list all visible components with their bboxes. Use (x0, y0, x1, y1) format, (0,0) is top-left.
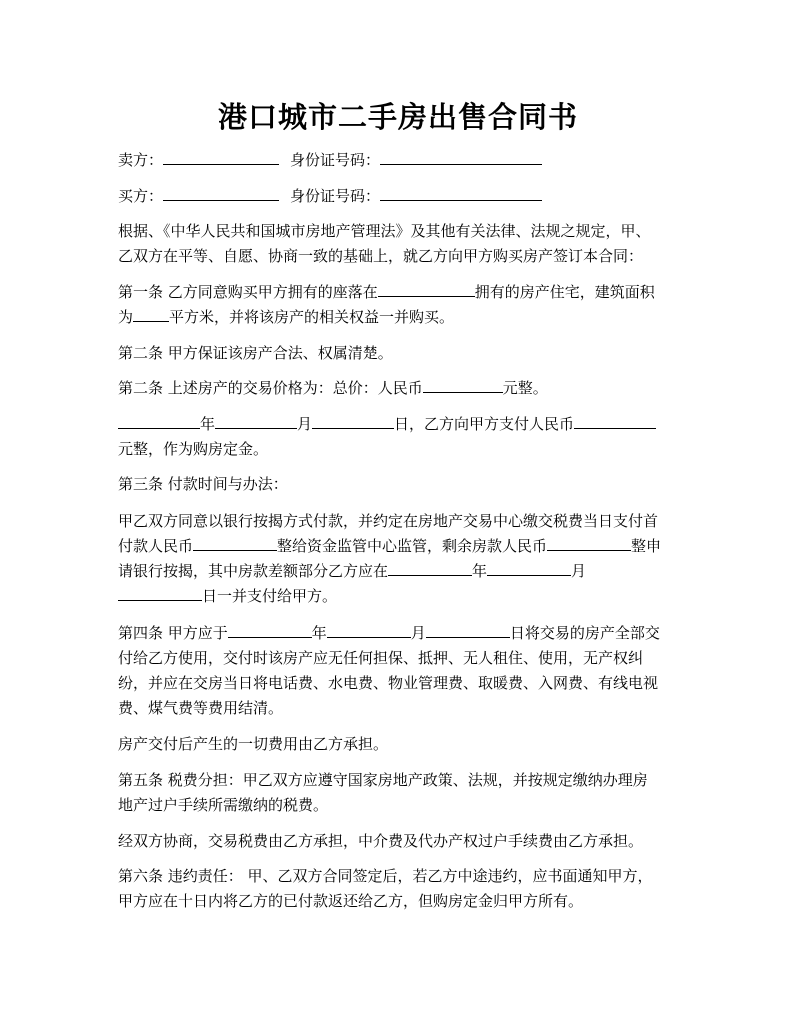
deposit-text: 日，乙方向甲方支付人民币 (394, 415, 575, 433)
buyer-id-blank[interactable] (380, 185, 542, 201)
deposit-year-blank[interactable] (118, 413, 200, 429)
delivery-text-a: 第四条 甲方应于 (118, 624, 228, 642)
article-5-line-2: 地产过户手续所需缴纳的税费。 (118, 796, 329, 814)
deposit-line-1 (118, 412, 656, 437)
payment-text-b: 整给资金监管中心监管，剩余房款人民币 (277, 537, 548, 555)
month-label: 月 (297, 415, 313, 433)
payment-line-4 (118, 584, 337, 609)
article-4-line-2: 付给乙方使用，交付时该房产应无任何担保、抵押、无人租住、使用，无产权纠 (118, 649, 644, 667)
deposit-day-blank[interactable] (312, 413, 394, 429)
deposit-amount-blank[interactable] (574, 413, 656, 429)
price-blank[interactable] (423, 377, 503, 393)
document-title: 港口城市二手房出售合同书 (217, 100, 578, 134)
year-label-2: 年 (472, 562, 488, 580)
article-6-line-2: 甲方应在十日内将乙方的已付款返还给乙方，但购房定金归甲方所有。 (118, 892, 584, 910)
buyer-name-blank[interactable] (163, 185, 279, 201)
article-3-heading: 第三条 付款时间与办法： (118, 475, 288, 493)
article-price (118, 376, 548, 401)
price-unit: 元整。 (502, 379, 548, 397)
area-blank[interactable] (133, 306, 169, 322)
month-label-2: 月 (571, 562, 587, 580)
preamble-line-2: 乙双方在平等、自愿、协商一致的基础上，就乙方向甲方购买房产签订本合同： (118, 247, 644, 265)
delivery-day-blank[interactable] (426, 622, 510, 638)
article-1-text: 第一条 乙方同意购买甲方拥有的座落在 (118, 283, 378, 301)
address-blank[interactable] (378, 281, 475, 297)
article-4-line-3: 纷，并应在交房当日将电话费、水电费、物业管理费、取暖费、入网费、有线电视 (118, 674, 659, 692)
article-2: 第二条 甲方保证该房产合法、权属清楚。 (118, 344, 393, 362)
delivery-month-blank[interactable] (327, 622, 411, 638)
seller-line (118, 148, 542, 173)
article-1-text-2: 拥有的房产住宅，建筑面积 (474, 283, 655, 301)
buyer-label: 买方： (118, 187, 164, 205)
buyer-id-label: 身份证号码： (290, 187, 381, 205)
article-6-line-1: 第六条 违约责任： 甲、乙双方合同签定后，若乙方中途违约，应书面通知甲方， (118, 867, 653, 885)
payment-line-2 (118, 534, 661, 559)
article-5-line-1: 第五条 税费分担：甲乙双方应遵守国家房地产政策、法规，并按规定缴纳办理房 (118, 771, 648, 789)
remaining-blank[interactable] (547, 535, 631, 551)
diff-day-blank[interactable] (118, 585, 202, 601)
payment-text-a: 付款人民币 (118, 537, 194, 555)
diff-year-blank[interactable] (388, 560, 472, 576)
seller-id-label: 身份证号码： (290, 151, 381, 169)
article-1-line-1 (118, 280, 655, 305)
payment-line-3 (118, 559, 586, 584)
year-label: 年 (200, 415, 216, 433)
article-1-line-2 (118, 305, 454, 330)
seller-name-blank[interactable] (163, 149, 279, 165)
payment-text-d: 请银行按揭，其中房款差额部分乙方应在 (118, 562, 389, 580)
article-4-line-4: 费、煤气费等费用结清。 (118, 699, 284, 717)
price-text: 第二条 上述房产的交易价格为：总价：人民币 (118, 379, 423, 397)
payment-text-c: 整申 (631, 537, 662, 555)
delivery-text-d: 日将交易的房产全部交 (509, 624, 660, 642)
delivery-year-blank[interactable] (228, 622, 312, 638)
seller-id-blank[interactable] (380, 149, 542, 165)
buyer-line (118, 184, 542, 209)
year-label-3: 年 (311, 624, 327, 642)
diff-month-blank[interactable] (487, 560, 571, 576)
deposit-month-blank[interactable] (215, 413, 297, 429)
seller-label: 卖方： (118, 151, 164, 169)
month-label-3: 月 (410, 624, 426, 642)
article-4-line-1 (118, 621, 660, 646)
article-1-text-3: 为 (118, 308, 134, 326)
payment-line-1: 甲乙双方同意以银行按揭方式付款，并约定在房地产交易中心缴交税费当日支付首 (118, 512, 659, 530)
preamble-line-1: 根据、《中华人民共和国城市房地产管理法》及其他有关法律、法规之规定，甲、 (118, 222, 651, 240)
deposit-line-2: 元整，作为购房定金。 (118, 440, 269, 458)
payment-text-g: 日一并支付给甲方。 (202, 587, 338, 605)
fee-agreement: 经双方协商，交易税费由乙方承担，中介费及代办产权过户手续费由乙方承担。 (118, 832, 644, 850)
down-payment-blank[interactable] (193, 535, 277, 551)
article-1-text-4: 平方米，并将该房产的相关权益一并购买。 (169, 308, 455, 326)
after-delivery-costs: 房产交付后产生的一切费用由乙方承担。 (118, 735, 389, 753)
